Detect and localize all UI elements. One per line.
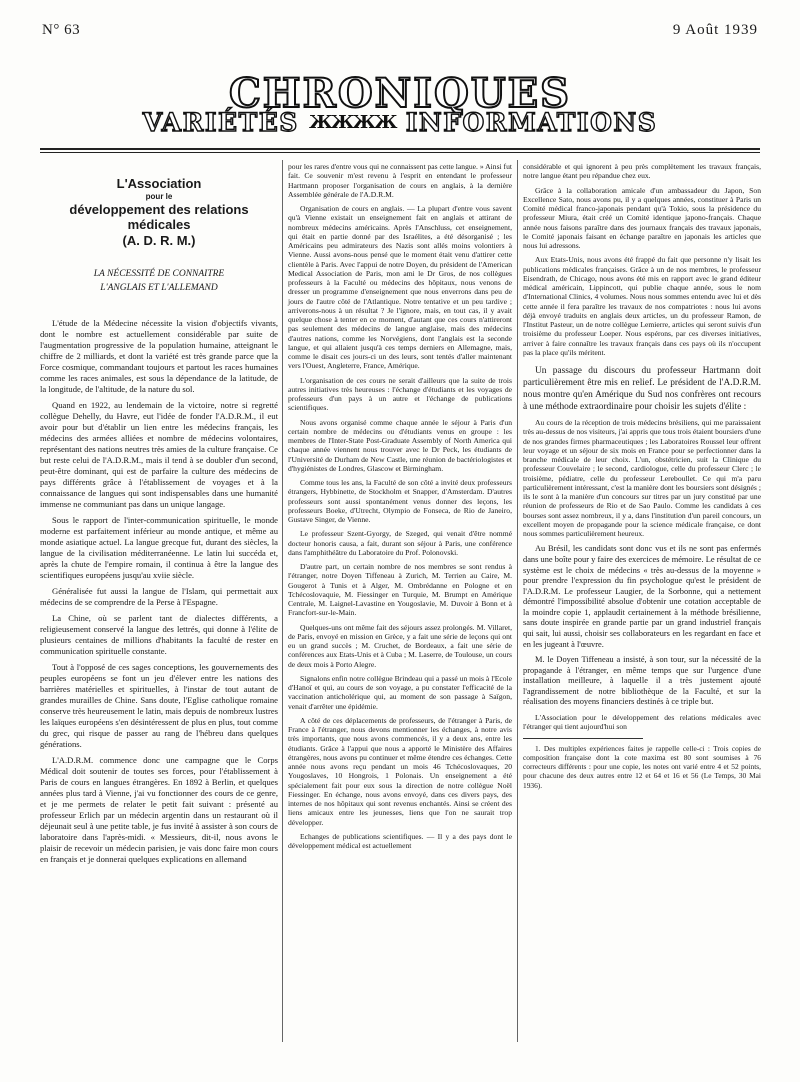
paragraph: Signalons enfin notre collègue Brindeau qui a passé un mois à l'Ecole d'Hanoï et qui, au cours de son voyage, a pu constater l'efficacité de la vaccination anticholérique qui, au moment de son passage à Saïgon, venait d'arrêter une épidémie.: [288, 673, 512, 711]
column-divider: [517, 160, 518, 1042]
paragraph: L'organisation de ces cours ne serait d'ailleurs que la suite de trois autres initiatives très heureuses : l'échange d'étudiants et les voyages de professeurs d'un pays à un autre et l'échange de publications scientifiques.: [288, 375, 512, 413]
column-2: [288, 162, 512, 855]
paragraph: Echanges de publications scientifiques. — Il y a des pays dont le développement médical est actuellement: [288, 831, 512, 850]
masthead-rule: [40, 148, 760, 153]
paragraph: Généralisée fut aussi la langue de l'Islam, qui permettait aux médecins de se comprendre de la Perse à l'Espagne.: [40, 585, 278, 607]
paragraph: L'Association pour le développement des relations médicales avec l'étranger qui tient aujourd'hui son: [523, 713, 761, 732]
footnote-rule: [523, 738, 643, 739]
masthead-subtitle: [0, 108, 800, 137]
paragraph: M. le Doyen Tiffeneau a insisté, à son tour, sur la nécessité de la propagande à l'étranger, en même temps que sur l'urgence d'une installation meilleure, à laquelle il a très justement ajouté l'agrandissement de notre bibliothèque de la Faculté, et sur la réalisation des moyens financiers destinés à ce triple but.: [523, 655, 761, 707]
paragraph: Aux Etats-Unis, nous avons été frappé du fait que personne n'y lisait les publications médicales françaises. Grâce à un de nos membres, le professeur Eisendrath, de Chicago, nous avons été mis en rapport avec le grand éditeur médical américain, Lippincott, qui publie chaque année, sous le nom d'International Clinics, 4 volumes. Nous nous sommes entendu avec lui et dès cette année il fera paraître les travaux de nos compatriotes : nous lui avons déjà envoyé traduits en anglais deux articles, un du professeur Ramon, de l'Institut Pasteur, un de notre collègue Lemierre, articles qui seront suivis d'un troisième du professeur Loeper. Nous espérons, par ces diverses initiatives, arriver à faire connaître les travaux français dans ces pays où ils n'occupent pas la place qu'ils méritent.: [523, 255, 761, 357]
article-title: [40, 176, 278, 249]
paragraph: Comme tous les ans, la Faculté de son côté a invité deux professeurs étrangers, Hybbinette, de Stockholm et Snapper, d'Amsterdam. D'autres professeurs sont aussi spontanément venus donner des leçons, les professeurs Boeke, d'Utrecht, Olympio de Fonseca, de Rio de Janeiro, Gustave Singer, de Vienne.: [288, 478, 512, 524]
article-title-pour: pour le: [145, 191, 173, 201]
article-subtitle-line2: L'ANGLAIS ET L'ALLEMAND: [100, 283, 218, 294]
paragraph: pour les rares d'entre vous qui ne connaissent pas cette langue. » Ainsi fut fait. Ce souvenir m'est revenu à l'esprit en entendant le professeur Hartmann proposer l'organisation de cours en anglais, à la dernière Assemblée générale de l'A.D.R.M.: [288, 162, 512, 199]
issue-date: 9 Août 1939: [672, 22, 758, 38]
article-subtitle: [40, 267, 278, 296]
paragraph: La Chine, où se parlent tant de dialectes différents, a religieusement conservé la langue des lettrés, qui donne à l'élite de plusieurs centaines de millions d'habitants la faculté de rester en communication spirituelle constante.: [40, 612, 278, 656]
article-subtitle-line1: LA NÉCESSITÉ DE CONNAITRE: [93, 269, 225, 280]
paragraph: Le professeur Szent-Gyorgy, de Szeged, qui venait d'être nommé docteur honoris causa, a fait, durant son séjour à Paris, une conférence dans l'amphithéâtre du Laboratoire du Prof. Polonovski.: [288, 529, 512, 557]
masthead-title: CHRONIQUES: [228, 70, 572, 117]
footnote: 1. Des multiples expériences faites je rappelle celle-ci : Trois copies de composition française dont la cote maxima est 80 sont soumises à 76 correcteurs différents : pour une copie, les notes ont varié entre 4 et 52 points, pour chacune des deux autres entre 12 et 64 et 16 et 56 (Le Temps, 30 Mai 1936).: [523, 743, 761, 790]
article-title-line2: développement des relations médicales: [69, 201, 249, 233]
masthead-informations: INFORMATIONS: [405, 108, 658, 137]
column-3: [523, 162, 761, 795]
paragraph: Tout à l'opposé de ces sages conceptions, les gouvernements des peuples européens se font un jeu d'élever entre les nations des barrières matérielles et spirituelles, à l'instar de tout autant de grandes murailles de Chine. Sans doute, l'Eglise catholique romaine conserve très heureusement le latin, mais depuis de nombreux lustres les laïques européens s'en désintéressent de plus en plus, tout comme du grec, qui risque de passer au rang de l'hébreu dans quelques générations.: [40, 661, 278, 749]
masthead-varietes: VARIÉTÉS: [142, 108, 299, 137]
quote-intro: Un passage du discours du professeur Hartmann doit particulièrement être mis en relief. Le président de l'A.D.R.M. nous montre qu'en Amérique du Sud nos confrères ont recours à une méthode extraordinaire pour choisir les sujets d'élite :: [523, 366, 761, 413]
paragraph: Quelques-uns ont même fait des séjours assez prolongés. M. Villaret, de Paris, envoyé en mission en Grèce, y a fait une série de leçons qui ont eu un grand succès ; M. Cruchet, de Bordeaux, a fait une série de conférences aux Etats-Unis et à Cuba ; M. Laserre, de Toulouse, un cours de deux mois à Porto Alegre.: [288, 622, 512, 669]
quoted-passage: Au cours de la réception de trois médecins brésiliens, qui me paraissaient très au-dessus de nos visiteurs, j'ai appris que tous trois étaient boursiers d'une de nos grandes firmes pharmaceutiques ; les Laboratoires Roussel leur offrent leur voyage et un séjour de six mois en France pour se perfectionner dans la branche médicale de leur choix. L'un, obstétricien, suit la Clinique du professeur Couvelaire ; le second, cardiologue, celle du professeur Clerc ; le troisième, pédiatre, celle du professeur Lereboullet. Ce qui m'a paru particulièrement intéressant, c'est la manière dont les boursiers sont désignés ; ils le sont à la manière d'un concours sur titres par un jury constitué par une réunion de professeurs de Rio et de Sao Paulo. Comme les candidats à ces bourses sont assez nombreux, il y a, dans l'institution d'un pareil concours, un excellent moyen de propagande pour la science médicale française, ce dont nous sommes particulièrement heureux.: [523, 418, 761, 539]
paragraph: Sous le rapport de l'inter-communication spirituelle, le monde moderne est parfaitement inférieur au monde antique, et même au monde asiatique actuel. La langue grecque fut, durant des siècles, la langue de la civilisation méditerranéenne. Le latin lui succéda et, après la chute de l'empire romain, il continua à être la langue des scientifiques européens jusqu'au xviie siècle.: [40, 514, 278, 580]
paragraph: D'autre part, un certain nombre de nos membres se sont rendus à l'étranger, notre Doyen Tiffeneau à Zurich, M. Terrien au Caire, M. Gougerot à Tunis et à Alger, M. Ombrédanne en Pologne et en Tchécoslovaquie, M. Fiessinger en Turquie, M. Brumpt en Amérique Centrale, M. Laignel-Lavastine en Yougoslavie, M. Duvoir à Bonn et à Francfort-sur-le-Main.: [288, 562, 512, 618]
paragraph: Au Brésil, les candidats sont donc vus et ils ne sont pas enfermés dans une boîte pour y faire des exercices de mémoire. Le résultat de ce système est le choix de médecins « très au-dessus de la moyenne » pour prendre l'expression du fin psychologue qu'est le président de l'A.D.R.M. Le professeur Laugier, de la Sorbonne, qui a nettement démontré l'impossibilité absolue d'obtenir une cotation acceptable de la moindre copie 1, applaudit certainement à la méthode brésilienne, sans doute inspirée en grande partie par un grand industriel français qui sait, lui aussi, choisir ses collaborateurs en les regardant en face et en les jugeant à l'œuvre.: [523, 544, 761, 649]
paragraph: Grâce à la collaboration amicale d'un ambassadeur du Japon, Son Excellence Sato, nous avons pu, il y a quelques années, constituer à Paris un Comité médical franco-japonais pendant qu'à Tokio, sous la présidence du professeur Miura, était créé un Comité identique japono-français. Chaque année nous faisons paraître dans des journaux français des travaux japonais, le Comité japonais faisant en échange paraître en japonais les articles que nous lui adressons.: [523, 185, 761, 250]
article-title-line3: (A. D. R. M.): [122, 233, 196, 249]
article-title-line1: L'Association: [116, 176, 202, 191]
issue-number: N° 63: [42, 22, 81, 38]
paragraph: L'étude de la Médecine nécessite la vision d'objectifs vivants, dont le nombre est actuellement considérable par suite de l'augmentation progressive de la population humaine, atteignant le chiffre de 2 milliards, et dont la variété est très grande parce que la Force cosmique, commandant toujours et partout les races humaines comme les races animales, est sous la dépendance de la latitude, de la longitude, de l'altitude, de la nature du sol.: [40, 317, 278, 394]
masthead-ornament: ЖЖЖЖ: [309, 112, 396, 133]
column-1: [40, 162, 278, 870]
paragraph: L'A.D.R.M. commence donc une campagne que le Corps Médical doit soutenir de toutes ses forces, pour l'établissement à Paris de cours en langues étrangères. En 1892 à Berlin, et quelques années plus tard à Vienne, j'ai vu fonctionner des cours de ce genre, et je me permets de relater le petit fait suivant : présenté au professeur Erlich par un médecin argentin dans un restaurant où il déjeunait seul à une petite table, je fus invité à assister à son cours de laboratoire dans l'après-midi. « Messieurs, dit-il, nous avons le plaisir de recevoir un médecin parisien, je vais donc faire mon cours en français et je donnerai quelques explications en allemand: [40, 754, 278, 864]
column-divider: [282, 160, 283, 1042]
paragraph: Quand en 1922, au lendemain de la victoire, notre si regretté collègue Dehelly, du Havre, eut l'idée de fonder l'A.D.R.M., il eut avoir pour but d'établir un lien entre les médecins français, les médecins des armées alliées et nombre de médecins volontaires, représentant des nations neutres très amies de la culture française. Ce but reste celui de l'A.D.R.M., mais il tend à se doubler d'un second, peut-être dominant, qui est de parfaire la culture des médecins de pays différents grâce à l'établissement de voyages et à la connaissance de langues qui sont indispensables dans une humanité immense ne communiant pas dans un unique langage.: [40, 399, 278, 509]
paragraph: A côté de ces déplacements de professeurs, de l'étranger à Paris, de France à l'étranger, nous devons mentionner les échanges, à notre avis très importants, que nous avons commencés, il y a deux ans, entre les étudiants. Grâce à l'appui que nous a apporté le Ministère des Affaires étrangères, nous avons pu continuer et même étendre ces échanges. Cette année nous avons reçu pendant un mois 46 Tchécoslovaques, 20 Yougoslaves, 10 Hongrois, 1 Polonais. Un enseignement a été spécialement fait pour eux sous la direction de notre collègue Noël Fiessinger. En échange, nous avons envoyé, dans ces divers pays, des internes de nos hôpitaux qui sont revenus enchantés. Ainsi se créent des liens amicaux entre les jeunesses, liens que l'on ne saurait trop développer.: [288, 715, 512, 827]
paragraph: considérable et qui ignorent à peu près complètement les travaux français, notre langue étant peu répandue chez eux.: [523, 162, 761, 181]
paragraph: Organisation de cours en anglais. — La plupart d'entre vous savent qu'à Vienne existait un enseignement fait en anglais et attirant de nombreux médecins américains. Après l'Anschluss, cet enseignement, qui était en partie donné par des Israélites, a été désorganisé ; les Américains peu admirateurs des Nazis sont allés moins volontiers à Vienne. Aussi avons-nous pensé que le moment était venu d'attirer cette clientèle à Paris. Avec l'appui de notre Doyen, du président de l'American Medical Association de Paris, mon ami le Dr Gros, de nos collègues professeurs à la Faculté ou médecins des hôpitaux, nous venons de dresser un programme d'enseignement que nous enverrons dans peu de jours de l'autre côté de l'Atlantique. Notre tentative et un peu tardive ; arriverons-nous à un résultat ? Je l'ignore, mais, en tout cas, il y avait quelque chose à tenter en ce moment, d'autant que ces cours n'attireront pas seulement des médecins de langue anglaise, mais des médecins d'autres nations, comme les Norvégiens, dont l'anglais est la seconde langue, et qui allaient jusqu'à ces temps derniers en Allemagne, mais, comme le disait ces jours-ci un des leurs, sont tentés d'aller maintenant vers l'Ouest, Angleterre, France, Amérique.: [288, 204, 512, 371]
paragraph: Nous avons organisé comme chaque année le séjour à Paris d'un certain nombre de médecins ou d'étudiants venus en groupe : les membres de l'Inter-State Post-Graduate Assembly of North America qui chaque année viennent nous trouver avec le Dr Peck, les étudiants de l'Université de Durham de New Castle, une réunion de bactériologistes et d'hygiénistes de Londres, Glascow et Birmingham.: [288, 417, 512, 473]
